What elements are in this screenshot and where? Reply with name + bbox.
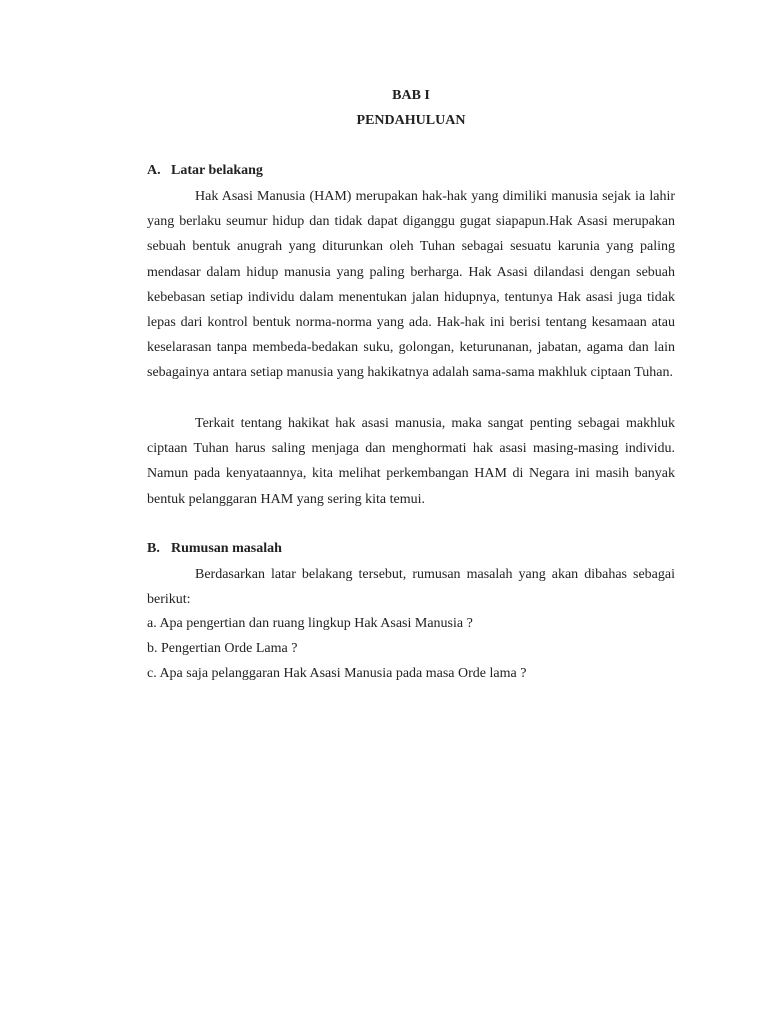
list-item: b. Pengertian Orde Lama ? — [147, 641, 298, 656]
section-a-title: Latar belakang — [171, 163, 263, 178]
list-item: a. Apa pengertian dan ruang lingkup Hak Asasi Manusia ? — [147, 616, 473, 631]
section-b-heading — [147, 539, 282, 559]
section-b-title: Rumusan masalah — [171, 541, 282, 556]
chapter-number: BAB I — [392, 88, 430, 103]
section-b-intro: Berdasarkan latar belakang tersebut, rumusan masalah yang akan dibahas sebagai berikut: — [147, 567, 675, 608]
section-a-heading — [147, 161, 263, 181]
section-a-paragraph-2: Terkait tentang hakikat hak asasi manusia, maka sangat penting sebagai makhluk ciptaan Tuhan harus saling menjaga dan menghormati hak asasi masing-masing individu. Namun pada kenyataannya, kita melihat perkembangan HAM di Negara ini masih banyak bentuk pelanggaran HAM yang sering kita temui. — [147, 416, 675, 507]
chapter-title: PENDAHULUAN — [356, 113, 466, 128]
section-a-paragraph-1: Hak Asasi Manusia (HAM) merupakan hak-hak yang dimiliki manusia sejak ia lahir yang berlaku seumur hidup dan tidak dapat diganggu gugat siapapun.Hak Asasi merupakan sebuah bentuk anugrah yang diturunkan oleh Tuhan sebagai sesuatu karunia yang paling mendasar dalam hidup manusia yang paling berharga. Hak Asasi dilandasi dengan sebuah kebebasan setiap individu dalam menentukan jalan hidupnya, tentunya Hak asasi juga tidak lepas dari kontrol bentuk norma-norma yang ada. Hak-hak ini berisi tentang kesamaan atau keselarasan tanpa membeda-bedakan suku, golongan, keturunanan, jabatan, agama dan lain sebagainya antara setiap manusia yang hakikatnya adalah sama-sama makhluk ciptaan Tuhan. — [147, 189, 675, 381]
section-a-marker: A. — [147, 163, 161, 178]
section-b-marker: B. — [147, 541, 160, 556]
list-item: c. Apa saja pelanggaran Hak Asasi Manusia pada masa Orde lama ? — [147, 666, 527, 681]
